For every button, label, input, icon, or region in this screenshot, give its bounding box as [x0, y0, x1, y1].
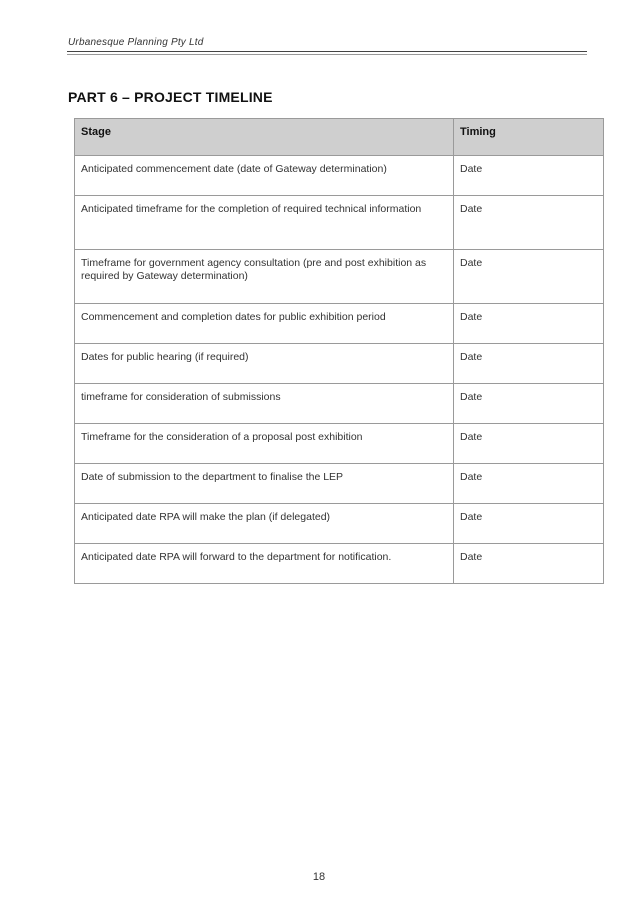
- header-divider-secondary: [67, 54, 587, 55]
- stage-cell: timeframe for consideration of submissions: [75, 384, 454, 424]
- stage-cell: Anticipated timeframe for the completion of required technical information: [75, 196, 454, 250]
- stage-cell: Timeframe for the consideration of a proposal post exhibition: [75, 424, 454, 464]
- timing-cell: Date: [454, 196, 604, 250]
- table-row: [75, 344, 604, 384]
- table-row: [75, 504, 604, 544]
- table-row: [75, 250, 604, 304]
- timing-cell: Date: [454, 544, 604, 584]
- column-header-timing: Timing: [454, 119, 604, 156]
- timing-cell: Date: [454, 464, 604, 504]
- stage-cell: Timeframe for government agency consultation (pre and post exhibition as required by Gateway determination): [75, 250, 454, 304]
- header-divider: [67, 51, 587, 52]
- stage-cell: Dates for public hearing (if required): [75, 344, 454, 384]
- timing-cell: Date: [454, 344, 604, 384]
- table-row: [75, 464, 604, 504]
- stage-cell: Anticipated date RPA will make the plan (if delegated): [75, 504, 454, 544]
- table-row: [75, 156, 604, 196]
- table-row: [75, 424, 604, 464]
- column-header-stage: Stage: [75, 119, 454, 156]
- timing-cell: Date: [454, 424, 604, 464]
- stage-cell: Commencement and completion dates for public exhibition period: [75, 304, 454, 344]
- timing-cell: Date: [454, 250, 604, 304]
- project-timeline-table: [74, 118, 604, 584]
- table-header-row: [75, 119, 604, 156]
- stage-cell: Anticipated commencement date (date of Gateway determination): [75, 156, 454, 196]
- company-name: Urbanesque Planning Pty Ltd: [68, 37, 204, 48]
- timing-cell: Date: [454, 304, 604, 344]
- section-title: PART 6 – PROJECT TIMELINE: [68, 89, 273, 105]
- stage-cell: Anticipated date RPA will forward to the department for notification.: [75, 544, 454, 584]
- page-number: 18: [312, 871, 326, 883]
- stage-cell: Date of submission to the department to finalise the LEP: [75, 464, 454, 504]
- table-row: [75, 544, 604, 584]
- table-row: [75, 304, 604, 344]
- timing-cell: Date: [454, 504, 604, 544]
- timing-cell: Date: [454, 384, 604, 424]
- table-row: [75, 384, 604, 424]
- timing-cell: Date: [454, 156, 604, 196]
- table-row: [75, 196, 604, 250]
